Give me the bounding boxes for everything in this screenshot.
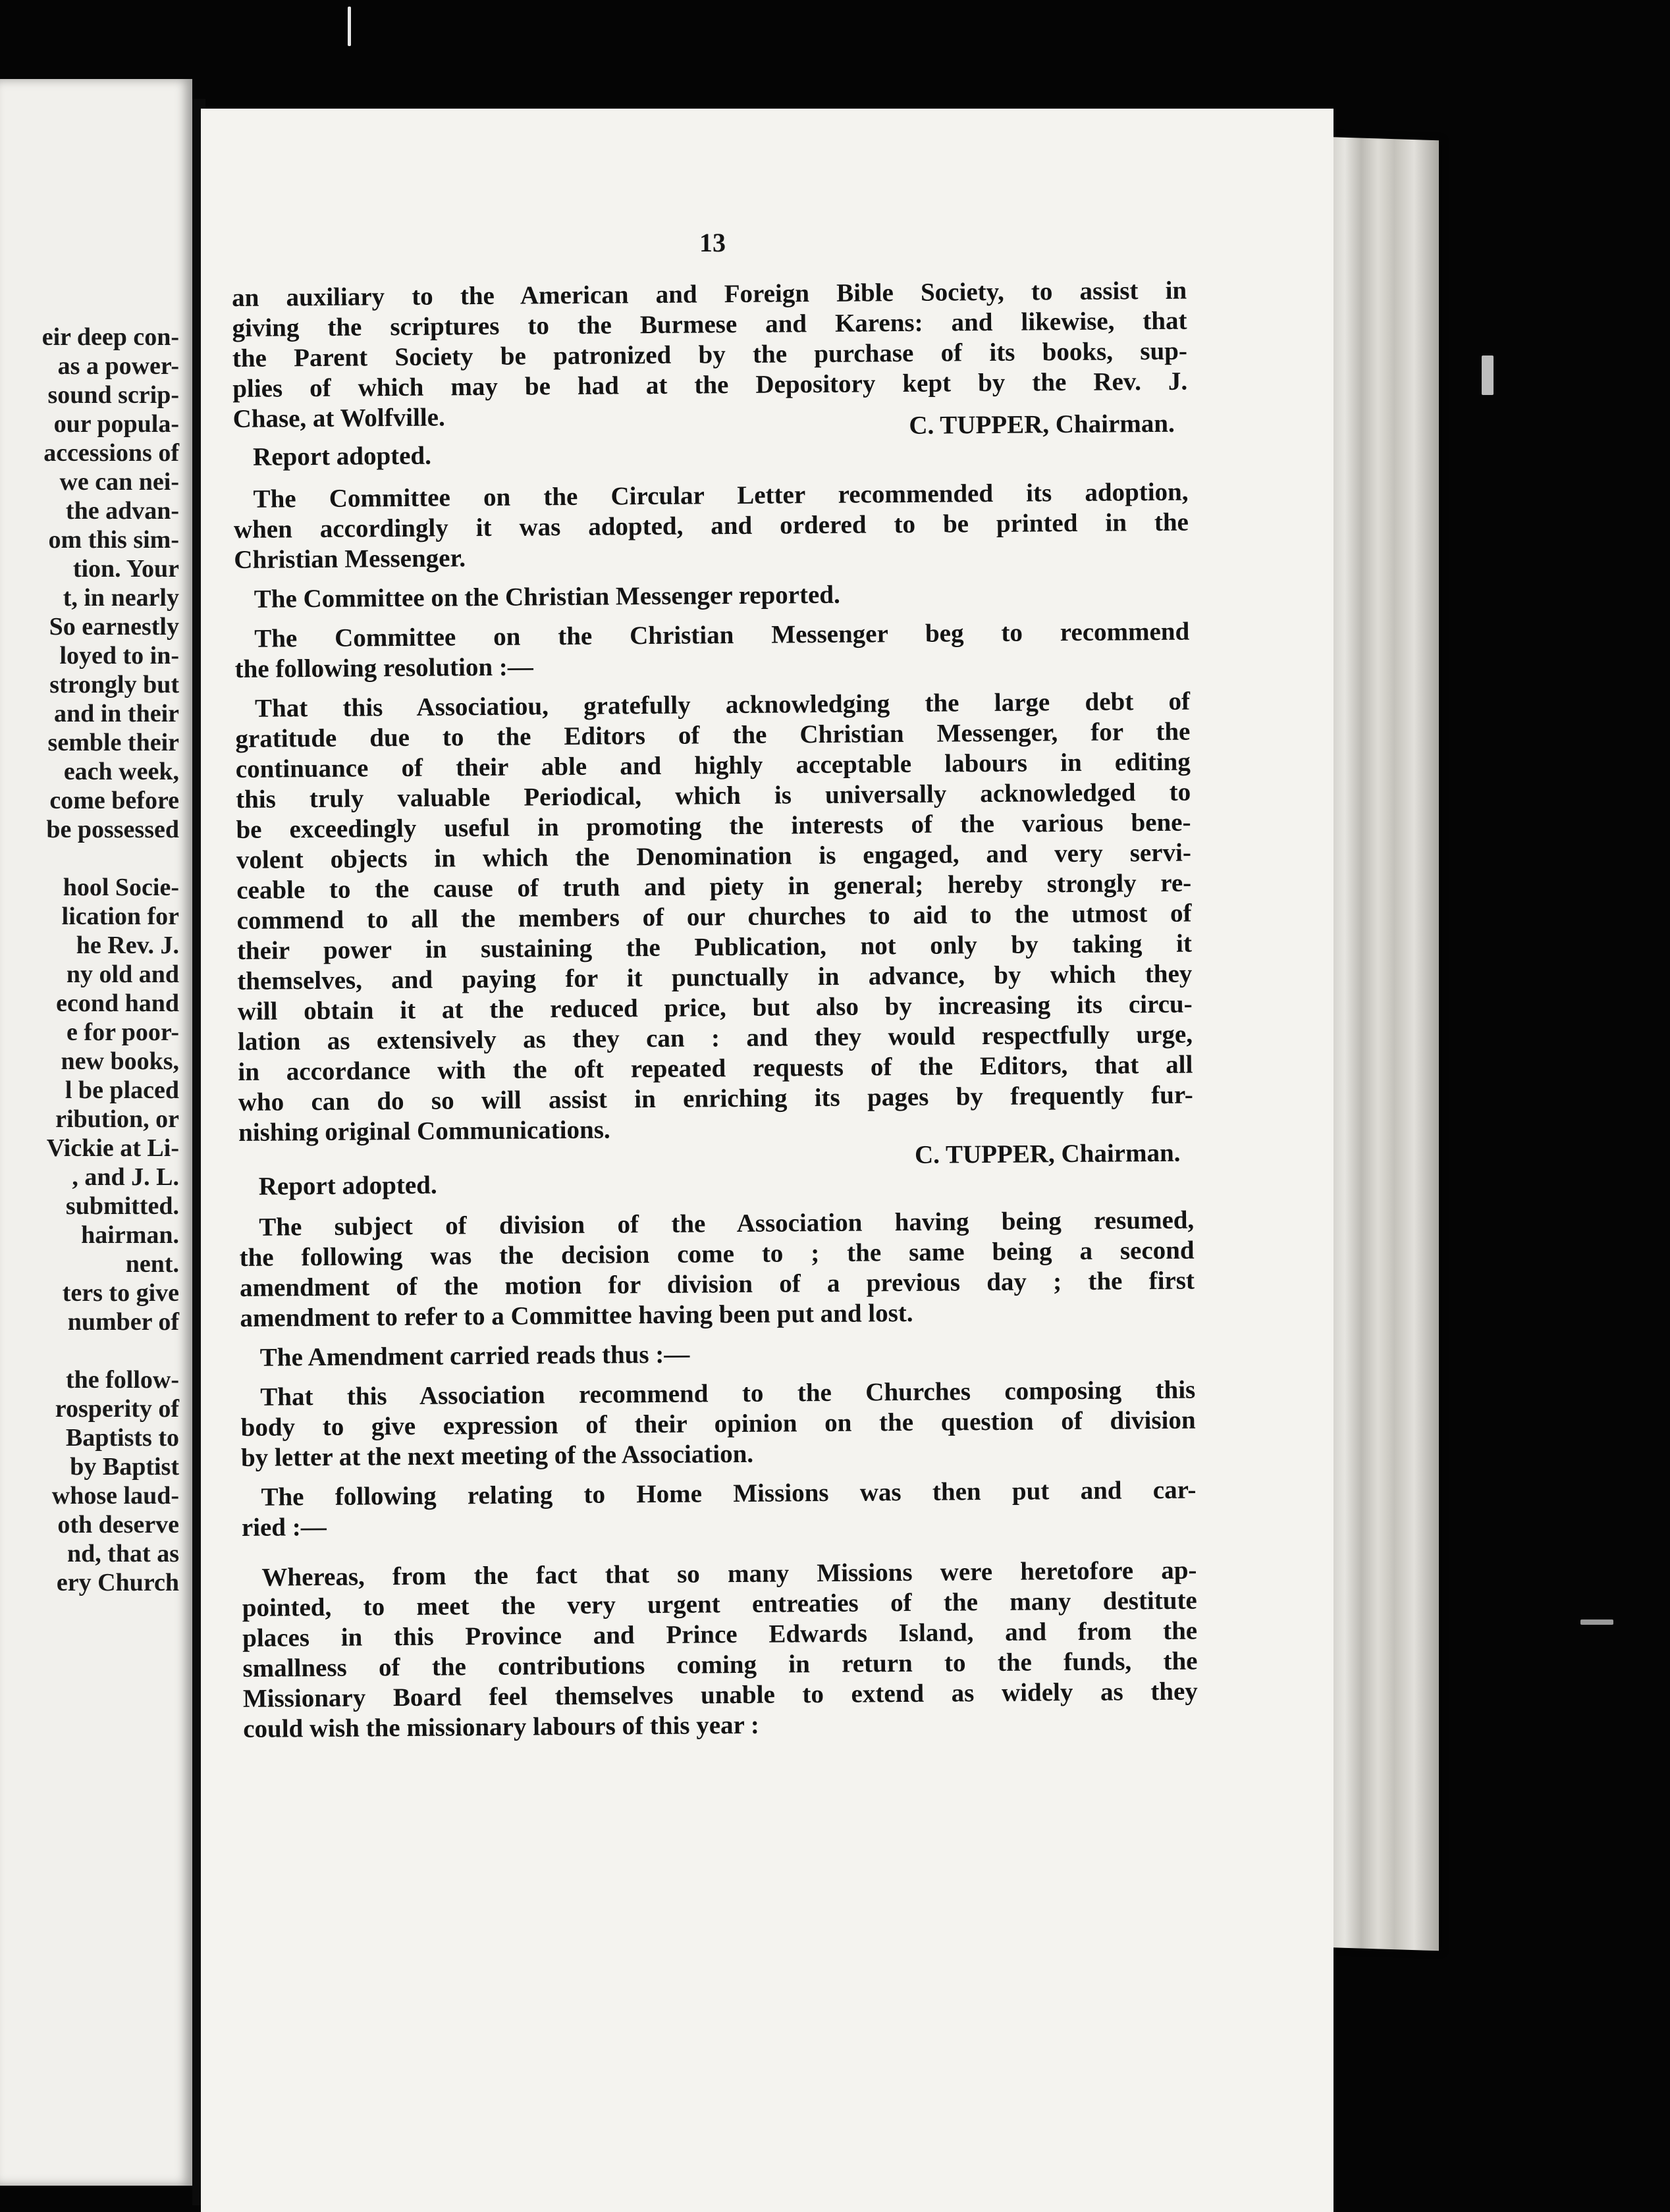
text-line: will obtain it at the reduced price, but also by increasing its circu- xyxy=(237,989,1193,1026)
text-line: The Committee on the Circular Letter recommended its adoption, xyxy=(253,477,1189,514)
text-line: The subject of division of the Association having being resumed, xyxy=(259,1205,1195,1242)
previous-page-line: t, in nearly xyxy=(63,584,179,612)
previous-page-line: ery Church xyxy=(56,1569,179,1596)
chairman-signature: C. TUPPER, Chairman. xyxy=(914,1138,1181,1169)
previous-page-line: sound scrip- xyxy=(47,381,179,409)
previous-page-line: eir deep con- xyxy=(41,323,179,351)
previous-page-line: hairman. xyxy=(81,1221,179,1249)
text-line: gratitude due to the Editors of the Christian Messenger, for the xyxy=(235,717,1191,753)
previous-page-line xyxy=(0,1336,179,1365)
previous-page-line: loyed to in- xyxy=(59,642,179,670)
previous-page-line: accessions of xyxy=(43,439,179,467)
previous-page-line: nent. xyxy=(125,1250,179,1278)
text-line: places in this Province and Prince Edwards Island, and from the xyxy=(242,1616,1198,1652)
text-line: The following relating to Home Missions was then put and car- xyxy=(261,1475,1197,1512)
previous-page-line: semble their xyxy=(47,729,179,756)
text-line: the Parent Society be patronized by the purchase of its books, sup- xyxy=(232,336,1188,373)
text-line: The Amendment carried reads thus :— xyxy=(259,1340,690,1372)
text-line: could wish the missionary labours of this year : xyxy=(243,1710,760,1743)
text-line: an auxiliary to the American and Foreign Bible Society, to assist in xyxy=(232,276,1187,312)
text-line: nishing original Communications. xyxy=(238,1115,610,1147)
text-line: their power in sustaining the Publication, not only by taking it xyxy=(236,929,1193,965)
previous-page-line: whose laud- xyxy=(51,1482,179,1510)
previous-page-line: Vickie at Li- xyxy=(46,1134,179,1162)
previous-page-line: So earnestly xyxy=(49,613,179,641)
paragraph-division-resumed xyxy=(239,1205,1195,1334)
previous-page-line: our popula- xyxy=(53,410,179,438)
text-line: ried :— xyxy=(241,1512,327,1542)
previous-page-text xyxy=(0,323,179,1597)
previous-page-line: strongly but xyxy=(49,671,179,698)
film-speck xyxy=(1482,356,1494,395)
previous-page-line: new books, xyxy=(61,1047,179,1075)
previous-page-line: tion. Your xyxy=(72,555,179,583)
previous-page-line: we can nei- xyxy=(59,468,179,496)
previous-page-line: as a power- xyxy=(57,352,179,380)
text-line: who can do so will assist in enriching its pages by frequently fur- xyxy=(238,1080,1193,1117)
text-line: amendment to refer to a Committee having been put and lost. xyxy=(240,1298,913,1332)
text-line: lation as extensively as they can : and they would respectfully urge, xyxy=(237,1020,1193,1056)
text-line: smallness of the contributions coming in return to the funds, the xyxy=(242,1646,1198,1683)
paragraph-circular-letter xyxy=(233,477,1189,575)
text-line: by letter at the next meeting of the Association. xyxy=(240,1439,754,1472)
text-line: plies of which may be had at the Depository kept by the Rev. J. xyxy=(232,367,1188,403)
text-line: when accordingly it was adopted, and ordered to be printed in the xyxy=(233,508,1189,544)
text-line: Whereas, from the fact that so many Missions were heretofore ap- xyxy=(261,1556,1197,1592)
text-line: volent objects in which the Denomination is engaged, and very servi- xyxy=(236,838,1192,874)
page-body xyxy=(232,276,1198,1745)
previous-page-line: and in their xyxy=(53,700,179,727)
page-number: 13 xyxy=(699,228,726,257)
previous-page-line: l be placed xyxy=(65,1076,179,1104)
previous-page-line: the follow- xyxy=(65,1366,179,1394)
previous-page-line: by Baptist xyxy=(70,1453,179,1481)
text-line: body to give expression of their opinion on the question of division xyxy=(240,1406,1196,1442)
text-line: Chase, at Wolfville. xyxy=(232,403,445,433)
previous-page-line: econd hand xyxy=(56,989,179,1017)
previous-page-line: nd, that as xyxy=(67,1540,179,1567)
text-line: the following was the decision come to ; the same being a second xyxy=(239,1236,1195,1272)
report-adopted: Report adopted. xyxy=(252,441,432,471)
report-adopted: Report adopted. xyxy=(258,1171,437,1201)
text-line: Missionary Board feel themselves unable to extend as widely as they xyxy=(242,1677,1199,1713)
chairman-signature: C. TUPPER, Chairman. xyxy=(909,409,1175,440)
text-line: be exceedingly useful in promoting the interests of the various bene- xyxy=(236,808,1191,844)
text-line: That this Association recommend to the Churches composing this xyxy=(260,1375,1196,1411)
previous-page-line: submitted. xyxy=(65,1192,179,1220)
film-speck xyxy=(1580,1620,1613,1625)
text-line: this truly valuable Periodical, which is universally acknowledged to xyxy=(235,777,1191,814)
previous-page xyxy=(0,79,192,2186)
previous-page-line: the advan- xyxy=(65,497,179,525)
previous-page-line: rosperity of xyxy=(55,1395,179,1423)
text-line: the following resolution :— xyxy=(234,652,533,683)
text-line: in accordance with the oft repeated requests of the Editors, that all xyxy=(238,1050,1193,1086)
previous-page-line: ters to give xyxy=(62,1279,179,1307)
previous-page-line: lication for xyxy=(61,903,179,930)
text-line: ceable to the cause of truth and piety in general; hereby strongly re- xyxy=(236,868,1192,905)
text-line: continuance of their able and highly acceptable labours in editing xyxy=(235,747,1191,783)
text-line: The Committee on the Christian Messenger beg to recommend xyxy=(254,617,1190,653)
film-scratch xyxy=(348,7,351,46)
text-line: pointed, to meet the very urgent entreaties of the many destitute xyxy=(242,1586,1197,1622)
text-line: The Committee on the Christian Messenger reported. xyxy=(254,580,840,614)
previous-page-line: number of xyxy=(67,1308,179,1336)
paragraph-association-recommend xyxy=(240,1375,1196,1473)
previous-page-line: hool Socie- xyxy=(63,874,179,901)
previous-page-line: ny old and xyxy=(66,961,179,988)
previous-page-line: Baptists to xyxy=(65,1424,179,1452)
previous-page-line: he Rev. J. xyxy=(76,932,179,959)
text-line: themselves, and paying for it punctually in advance, by which they xyxy=(237,959,1193,995)
previous-page-line xyxy=(0,844,179,873)
previous-page-line: come before xyxy=(49,787,179,814)
previous-page-line: , and J. L. xyxy=(72,1163,179,1191)
text-line: commend to all the members of our churches to aid to the utmost of xyxy=(236,899,1192,935)
text-line: That this Associatiou, gratefully acknowledging the large debt of xyxy=(254,687,1191,723)
paragraph-home-missions xyxy=(241,1475,1197,1543)
previous-page-line: be possessed xyxy=(46,816,179,843)
paragraph-messenger-recommend xyxy=(234,617,1190,685)
text-line: amendment of the motion for division of a previous day ; the first xyxy=(239,1266,1195,1302)
previous-page-line: oth deserve xyxy=(57,1511,179,1539)
paragraph-messenger-resolution xyxy=(235,687,1193,1148)
previous-page-line: each week, xyxy=(63,758,179,785)
text-line: Christian Messenger. xyxy=(234,544,466,574)
paragraph-whereas xyxy=(242,1556,1198,1745)
previous-page-line: e for poor- xyxy=(67,1018,179,1046)
previous-page-line: ribution, or xyxy=(55,1105,179,1133)
text-line: giving the scriptures to the Burmese and Karens: and likewise, that xyxy=(232,306,1187,342)
previous-page-line: om this sim- xyxy=(48,526,179,554)
